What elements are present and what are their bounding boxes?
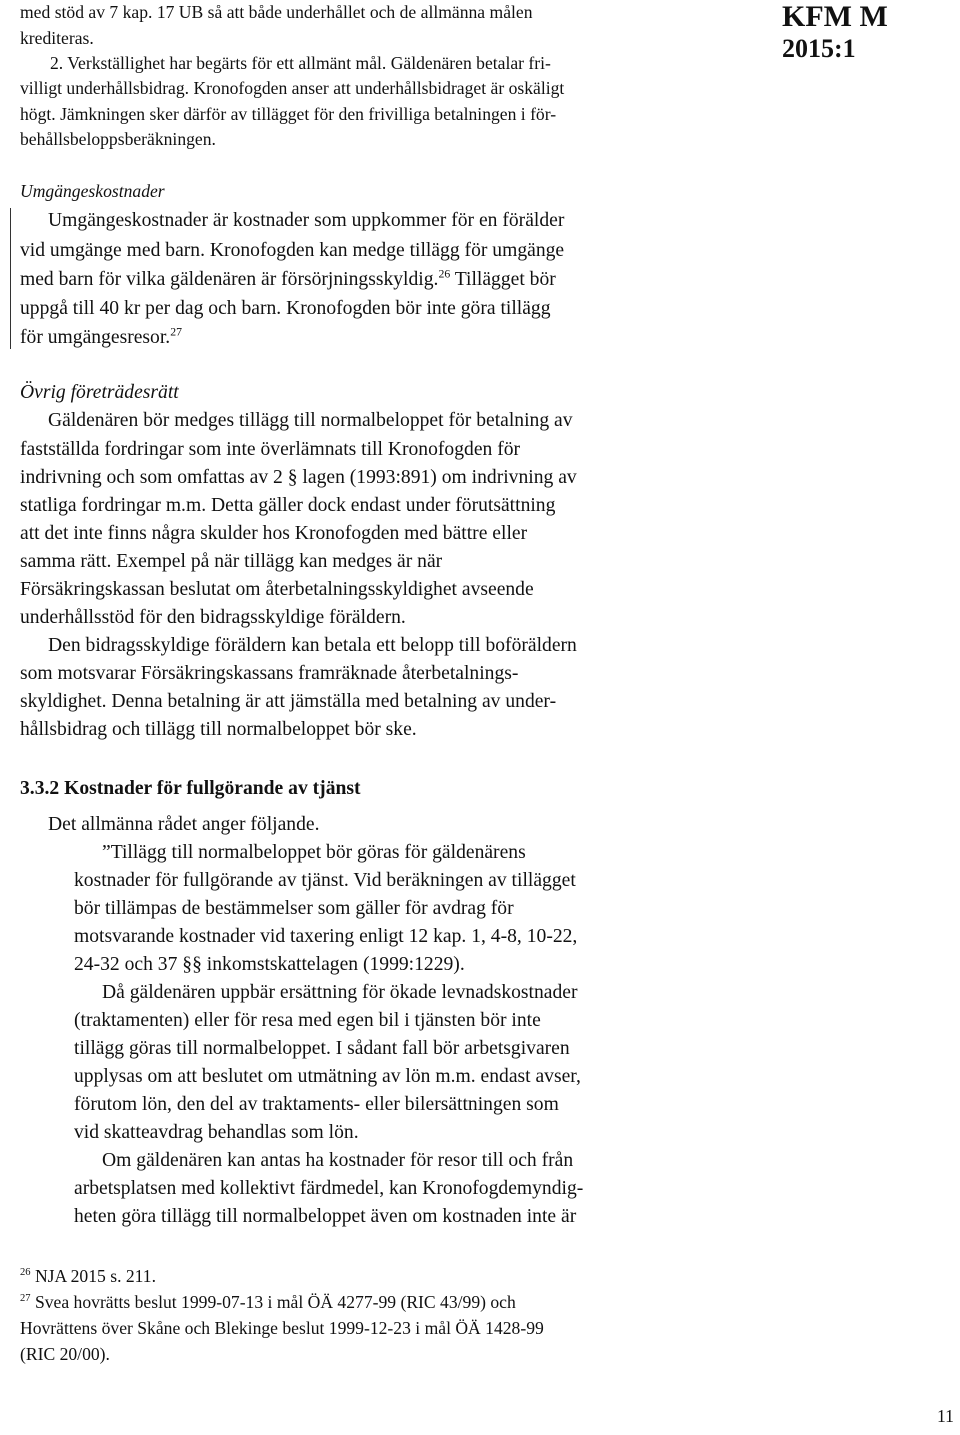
- intro-line-1: med stöd av 7 kap. 17 UB så att både underhållet och de allmänna målen: [20, 2, 533, 22]
- section-heading: 3.3.2 Kostnader för fullgörande av tjänst: [20, 778, 361, 799]
- ovrig-line-10: som motsvarar Försäkringskassans framräknade återbetalnings-: [20, 663, 519, 684]
- advice-line-11: vid skatteavdrag behandlas som lön.: [74, 1122, 359, 1143]
- footnote-27: [20, 1294, 516, 1312]
- change-bar: [10, 208, 11, 349]
- intro-line-4: villigt underhållsbidrag. Kronofogden anser att underhållsbidraget är oskäligt: [20, 78, 565, 98]
- ovrig-line-5: att det inte finns några skulder hos Kronofogden med bättre eller: [20, 523, 528, 544]
- footnote-text-26: NJA 2015 s. 211.: [34, 1266, 157, 1286]
- advice-line-2: kostnader för fullgörande av tjänst. Vid beräkningen av tillägget: [74, 870, 576, 891]
- ovrig-line-9: Den bidragsskyldige föräldern kan betala ett belopp till boföräldern: [48, 635, 577, 656]
- umgange-line-1: Umgängeskostnader är kostnader som uppkommer för en förälder: [48, 210, 565, 231]
- advice-line-3: bör tillämpas de bestämmelser som gäller för avdrag för: [74, 898, 514, 919]
- footnote-ref-26[interactable]: 26: [438, 267, 451, 281]
- footnote-26: [20, 1268, 156, 1286]
- ovrig-line-4: statliga fordringar m.m. Detta gäller dock endast under förutsättning: [20, 495, 556, 516]
- umgange-line-3: med barn för vilka gäldenären är försörjningsskyldig.$^{26}$ Tillägget bör: [20, 267, 556, 290]
- intro-line-6: behållsbeloppsberäkningen.: [20, 129, 216, 149]
- umgange-heading: Umgängeskostnader: [20, 181, 165, 201]
- footnote-text-27: Svea hovrätts beslut 1999-07-13 i mål ÖÄ 4277-99 (RIC 43/99) och: [34, 1292, 516, 1312]
- footnote-27-cont-1: Hovrättens över Skåne och Blekinge beslut 1999-12-23 i mål ÖÄ 1428-99: [20, 1318, 544, 1338]
- advice-line-6: Då gäldenären uppbär ersättning för ökade levnadskostnader: [102, 982, 578, 1003]
- ovrig-line-11: skyldighet. Denna betalning är att jämställa med betalning av under-: [20, 691, 557, 712]
- ovrig-line-3: indrivning och som omfattas av 2 § lagen (1993:891) om indrivning av: [20, 467, 577, 488]
- advice-line-12: Om gäldenären kan antas ha kostnader för resor till och från: [102, 1150, 574, 1171]
- advice-line-14: heten göra tillägg till normalbeloppet även om kostnaden inte är: [74, 1206, 577, 1227]
- ovrig-line-12: hållsbidrag och tillägg till normalbeloppet bör ske.: [20, 719, 417, 740]
- footnote-num-27: 27: [20, 1293, 31, 1305]
- ovrig-line-6: samma rätt. Exempel på när tillägg kan medges är när: [20, 551, 443, 572]
- ovrig-line-2: fastställda fordringar som inte överlämnats till Kronofogden för: [20, 439, 521, 460]
- ovrig-line-7: Försäkringskassan beslutat om återbetalningsskyldighet avseende: [20, 579, 534, 600]
- advice-line-1: ”Tillägg till normalbeloppet bör göras för gäldenärens: [102, 842, 526, 863]
- document-code: KFM M: [782, 0, 888, 33]
- ovrig-heading: Övrig företrädesrätt: [20, 382, 179, 403]
- section-intro: Det allmänna rådet anger följande.: [48, 814, 320, 835]
- advice-line-7: (traktamenten) eller för resa med egen bil i tjänsten bör inte: [74, 1010, 541, 1031]
- footnote-ref-27[interactable]: 27: [170, 325, 182, 339]
- umgange-line-4: uppgå till 40 kr per dag och barn. Kronofogden bör inte göra tillägg: [20, 298, 551, 319]
- umgange-line-2: vid umgänge med barn. Kronofogden kan medge tillägg för umgänge: [20, 240, 565, 261]
- advice-line-4: motsvarande kostnader vid taxering enligt 12 kap. 1, 4-8, 10-22,: [74, 926, 578, 947]
- umgange-line-5: för umgängesresor.$^{27}$: [20, 325, 182, 348]
- footnote-27-cont-2: (RIC 20/00).: [20, 1344, 110, 1364]
- page-number: 11: [937, 1406, 954, 1426]
- document-number: 2015:1: [782, 34, 856, 63]
- footnote-num-26: 26: [20, 1267, 31, 1279]
- intro-line-3: 2. Verkställighet har begärts för ett allmänt mål. Gäldenären betalar fri-: [50, 53, 551, 73]
- ovrig-line-1: Gäldenären bör medges tillägg till normalbeloppet för betalning av: [48, 410, 573, 431]
- advice-line-13: arbetsplatsen med kollektivt färdmedel, kan Kronofogdemyndig-: [74, 1178, 584, 1199]
- advice-line-10: förutom lön, den del av traktaments- eller bilersättningen som: [74, 1094, 559, 1115]
- intro-line-5: högt. Jämkningen sker därför av tillägget för den frivilliga betalningen i för-: [20, 104, 557, 124]
- ovrig-line-8: underhållsstöd för den bidragsskyldige föräldern.: [20, 607, 406, 628]
- advice-line-5: 24-32 och 37 §§ inkomstskattelagen (1999:1229).: [74, 954, 465, 975]
- advice-line-8: tillägg göras till normalbeloppet. I sådant fall bör arbetsgivaren: [74, 1038, 570, 1059]
- advice-line-9: upplysas om att beslutet om utmätning av lön m.m. endast avser,: [74, 1066, 581, 1087]
- intro-line-2: krediteras.: [20, 28, 94, 48]
